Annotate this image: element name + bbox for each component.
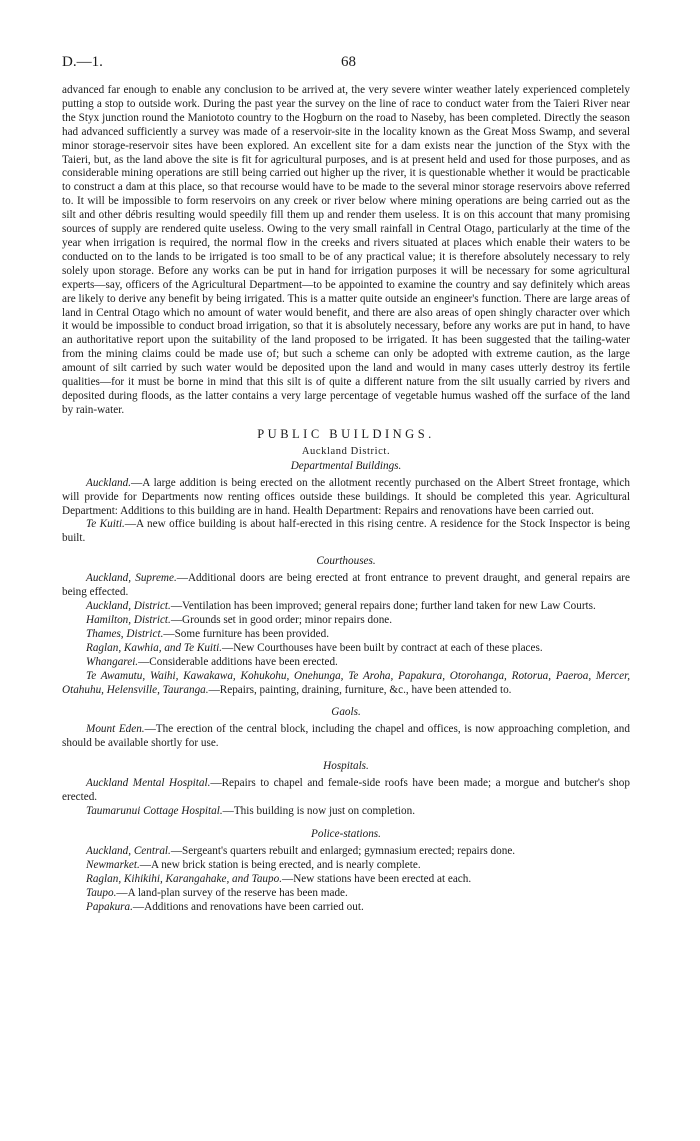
entry-paragraph (62, 642, 630, 656)
entry-place: Raglan, Kihikihi, Karangahake, and Taupo. (86, 872, 282, 885)
entry-place: Te Awamutu, Waihi, Kawakawa, Kohukohu, Onehunga, Te Aroha, Papakura, Otorohanga, Rotorua, Paeroa, Mercer, Otahuhu, Helensville, Tauranga. (62, 669, 630, 696)
entry-place: Taupo. (86, 886, 117, 899)
entry-place: Auckland, Supreme. (86, 572, 177, 585)
entry-text: —This building is now just on completion. (222, 805, 416, 818)
entry-text: —Additional doors are being erected at front entrance to prevent draught, and general repairs are being effected. (62, 572, 630, 599)
entry-text: —Repairs, painting, draining, furniture, &c., have been attended to. (208, 683, 512, 696)
district-heading: Auckland District. (301, 445, 391, 457)
entry-text: —Ventilation has been improved; general repairs done; further land taken for new Law Courts. (170, 600, 596, 613)
document-page (62, 54, 630, 915)
entry-text: —Considerable additions have been erected. (138, 655, 338, 668)
entry-paragraph (62, 600, 630, 614)
entry-place: Mount Eden. (86, 723, 145, 736)
entry-place: Thames, District. (86, 627, 164, 640)
entry-place: Taumarunui Cottage Hospital. (86, 805, 223, 818)
entry-paragraph (62, 873, 630, 887)
opening-paragraph: advanced far enough to enable any conclusion to be arrived at, the very severe winter weather lately experienced completely putting a stop to outside work. During the past year the survey on the line of race to conduct water from the Taieri River near the Styx junction round the Maniototo country to the Hogburn on the road to Naseby, has been completed. Directly the season had advanced sufficiently a survey was made of a reservoir-site in the locality known as the Great Moss Swamp, and several minor storage-reservoir sites have been explored. An excellent site for a dam exists near the junction of the Styx with the Taieri, but, as the land above the site is fit for agricultural purposes, and is at present held and used for those purposes, and as considerable mining operations are still being carried out higher up the river, it is questionable whether it would be practicable to construct a dam at this place, so that recourse would have to be made to the several minor storage reservoirs above referred to. It will be impossible to form reservoirs on any creek or river below where mining operations are being carried out as the silt and other débris resulting would speedily fill them up and render them useless. It is on this account that many promising sources of supply are rendered quite useless. Owing to the very small rainfall in Central Otago, particularly at the time of the year when irrigation is required, the normal flow in the creeks and rivers situated at places which enable their waters to be conducted on to the lands to be irrigated is too small to be of any practical value; it is therefore absolutely necessary to rely solely upon storage. Before any works can be put in hand for irrigation purposes it will be necessary for some agricultural experts—say, officers of the Agricultural Department—to be appointed to examine the country and say definitely which areas are likely to derive any benefit by being irrigated. This is a matter quite outside an engineer's function. There are large areas of land in Central Otago which no amount of water would benefit, and there are also areas of open shingly character over which it would be impossible to conduct broad irrigation, so that it is absolutely necessary, before any works are put in hand, to have an authoritative report upon the suitability of the land proposed to be irrigated. It has been suggested that the tailing-water from the mining claims could be made use of; but such a scheme can only be adopted with extreme caution, as the large amount of silt carried by such water would be deposited upon the land and would in many cases utterly destroy its fertile qualities—for it must be borne in mind that this silt is of quite a different nature from the silt usually carried by rivers and deposited during floods, as the latter contains a very large percentage of vegetable humus washed off the surface of the land by rain-water. (62, 84, 630, 416)
entry-place: Papakura. (86, 900, 133, 913)
entry-paragraph (62, 859, 630, 873)
entry-text: —Some furniture has been provided. (163, 627, 329, 640)
entry-text: —A new office building is about half-erected in this rising centre. A residence for the Stock Inspector is being built. (62, 518, 630, 545)
entry-paragraph (62, 901, 630, 915)
entry-text: —Additions and renovations have been carried out. (132, 900, 364, 913)
entry-text: —New Courthouses have been built by contract at each of these places. (222, 641, 543, 654)
entry-text: —A land-plan survey of the reserve has been made. (116, 886, 348, 899)
entry-place: Auckland, Central. (86, 844, 171, 857)
police-stations-heading: Police-stations. (311, 827, 381, 840)
entry-paragraph (62, 777, 630, 805)
departmental-buildings-heading: Departmental Buildings. (290, 459, 402, 472)
entry-paragraph (62, 887, 630, 901)
gaols-heading: Gaols. (331, 706, 361, 719)
entry-place: Auckland, District. (86, 600, 171, 613)
entry-paragraph (62, 614, 630, 628)
entry-paragraph (62, 518, 630, 546)
entry-place: Te Kuiti. (86, 518, 125, 531)
entry-paragraph (62, 572, 630, 600)
entry-text: —New stations have been erected at each. (282, 872, 472, 885)
entry-place: Newmarket. (86, 858, 140, 871)
entry-paragraph (62, 628, 630, 642)
entry-text: —A large addition is being erected on the allotment recently purchased on the Albert Street frontage, which will provide for Departments now renting offices outside these buildings. It should be completed this year. Agricultural Department: Additions to this building are in hand. Health Department: Repairs and renovations have been carried out. (62, 476, 630, 517)
document-reference: D.—1. (62, 54, 103, 70)
entry-paragraph (62, 477, 630, 519)
entry-text: —Grounds set in good order; minor repairs done. (170, 614, 393, 626)
entry-place: Auckland Mental Hospital. (86, 777, 211, 790)
entry-text: —Repairs to chapel and female-side roofs have been made; a morgue and butcher's shop erected. (62, 777, 630, 804)
entry-paragraph (62, 723, 630, 751)
entry-paragraph (62, 845, 630, 859)
entry-paragraph (62, 805, 630, 819)
entry-text: —A new brick station is being erected, and is nearly complete. (139, 858, 421, 871)
entry-place: Hamilton, District. (86, 614, 171, 626)
entry-paragraph (62, 670, 630, 698)
page-number: 68 (341, 54, 356, 70)
entry-text: —Sergeant's quarters rebuilt and enlarged; gymnasium erected; repairs done. (170, 844, 516, 857)
entry-place: Whangarei. (86, 655, 139, 668)
entry-place: Auckland. (86, 476, 132, 489)
entry-place: Raglan, Kawhia, and Te Kuiti. (86, 641, 223, 654)
page-header (62, 54, 630, 84)
courthouses-heading: Courthouses. (316, 555, 376, 568)
section-title: PUBLIC BUILDINGS. (257, 426, 435, 441)
entry-paragraph (62, 656, 630, 670)
entry-text: —The erection of the central block, including the chapel and offices, is now approaching completion, and should be available shortly for use. (62, 723, 630, 750)
hospitals-heading: Hospitals. (323, 760, 369, 773)
